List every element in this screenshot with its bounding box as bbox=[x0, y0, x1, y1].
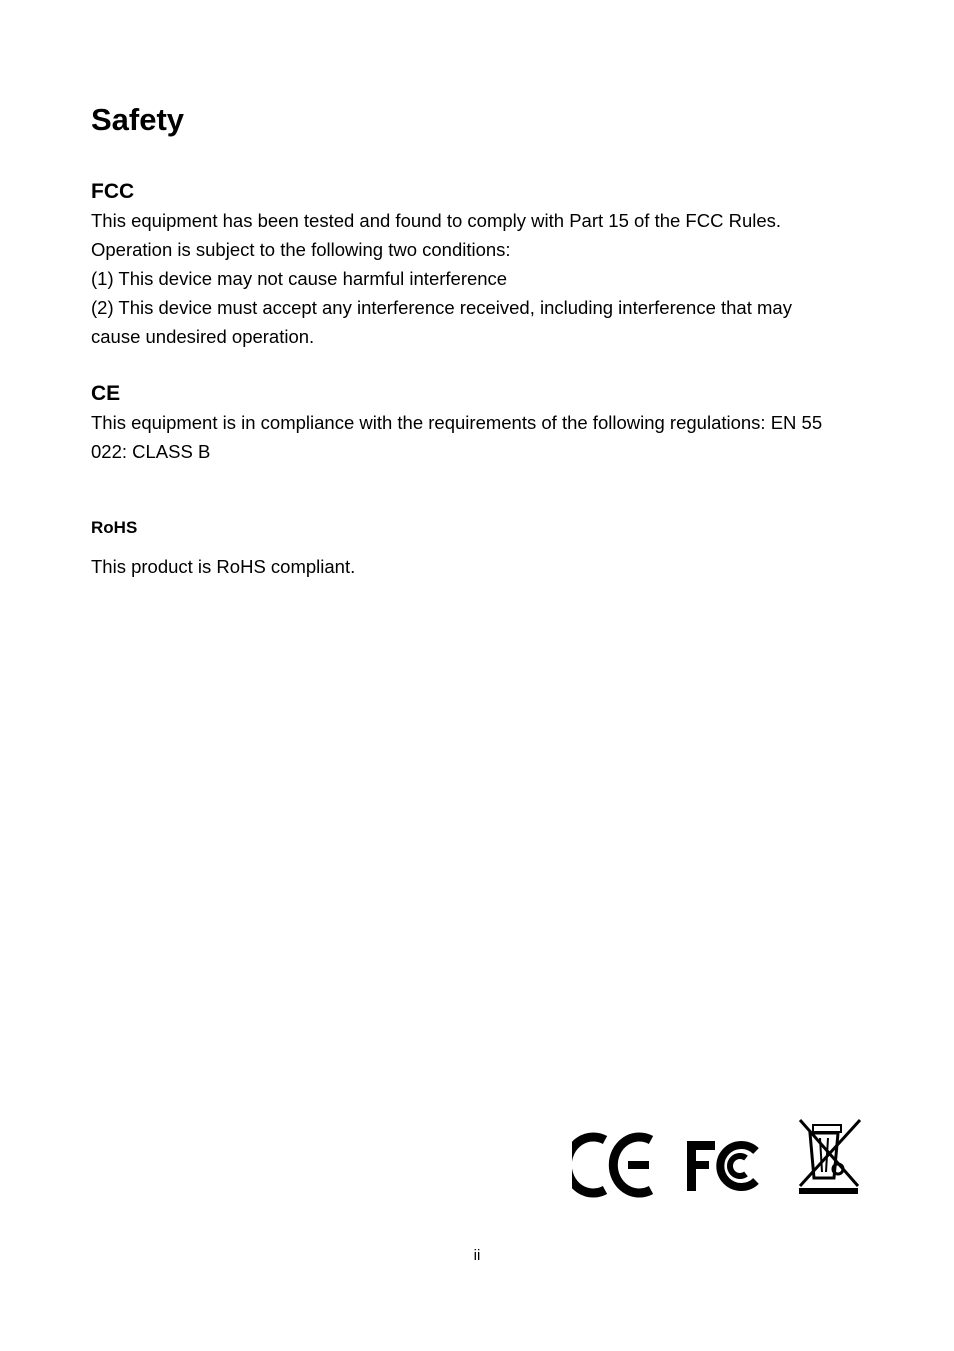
rohs-heading: RoHS bbox=[91, 518, 138, 537]
ce-heading: CE bbox=[91, 382, 121, 405]
fcc-text bbox=[91, 206, 871, 351]
rohs-text: This product is RoHS compliant. bbox=[91, 556, 356, 577]
fcc-heading: FCC bbox=[91, 180, 135, 203]
fcc-line: (2) This device must accept any interference received, including interference that may bbox=[91, 297, 792, 318]
fcc-line: Operation is subject to the following two conditions: bbox=[91, 239, 511, 260]
ce-line: 022: CLASS B bbox=[91, 441, 211, 462]
ce-text bbox=[91, 408, 871, 466]
ce-mark-logo bbox=[572, 1137, 651, 1193]
fcc-line: cause undesired operation. bbox=[91, 326, 315, 347]
weee-crossed-bin-icon bbox=[799, 1120, 860, 1194]
fcc-line: (1) This device may not cause harmful interference bbox=[91, 268, 508, 289]
page-number: ii bbox=[473, 1247, 481, 1264]
fcc-line: This equipment has been tested and found to comply with Part 15 of the FCC Rules. bbox=[91, 210, 782, 231]
certification-logos bbox=[572, 1112, 872, 1202]
fcc-mark-logo bbox=[687, 1141, 756, 1191]
page-title: Safety bbox=[91, 102, 185, 137]
ce-line: This equipment is in compliance with the requirements of the following regulations: EN 55 bbox=[91, 412, 823, 433]
